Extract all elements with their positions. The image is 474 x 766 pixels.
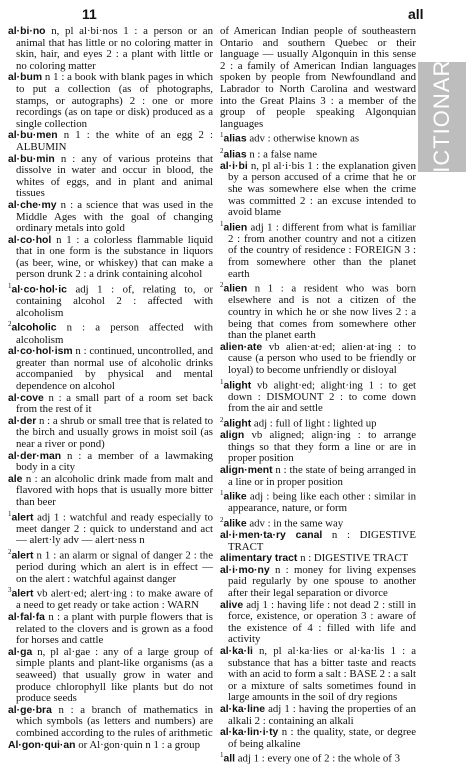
definition-text: adj : full of light : lighted up: [251, 417, 377, 430]
dictionary-entry: [8, 451, 213, 474]
definition-text: adj 1 : every one of 2 : the whole of 3: [235, 752, 400, 765]
headword: all: [223, 753, 236, 765]
dictionary-entry: [220, 750, 416, 765]
homograph-number: 1: [220, 489, 224, 498]
dictionary-entry: [220, 161, 416, 219]
homograph-number: 1: [220, 131, 224, 140]
dictionary-entry: [8, 585, 213, 612]
page-number: 11: [82, 6, 97, 22]
dictionary-entry: [220, 465, 416, 488]
homograph-number: 1: [220, 219, 224, 228]
dictionary-entry: [8, 740, 213, 752]
definition-text: n : an alcoholic drink made from malt and flavored with hops that is usually more bitter than beer: [16, 472, 213, 508]
headword: alight: [223, 380, 252, 392]
definition-text: vb alert·ed; alert·ing : to make aware of a need to get ready or take action : WARN: [16, 587, 213, 612]
dictionary-entry: [8, 200, 213, 235]
definition-text: n : DIGESTIVE TRACT: [228, 529, 417, 553]
dictionary-entry: [8, 130, 213, 153]
homograph-number: 1: [220, 377, 224, 386]
dictionary-entry: [8, 547, 213, 585]
headword: al·i·mo·ny: [220, 564, 270, 576]
right-column: [220, 26, 416, 766]
headword: alien: [223, 222, 248, 234]
definition-text: n 1 : an alarm or signal of danger 2 : the period during which an alert is in effect — on the alert : watchful against danger: [16, 549, 213, 585]
definition-text: n, pl al·ka·lies or al·ka·lis 1 : a substance that has a bitter taste and reacts with an acid to form a salt : BASE 2 : a salt or a mixture of salts sometimes found in large amounts in the soil of dry regions: [228, 645, 416, 704]
headword: align·ment: [220, 464, 273, 476]
definition-text: adj 1 : having the properties of an alkali 2 : containing an alkali: [228, 703, 416, 727]
headword: alimentary tract: [220, 553, 298, 565]
dictionary-entry: [8, 416, 213, 451]
definition-text: vb alight·ed; alight·ing 1 : to get down : DISMOUNT 2 : to come down from the air and settle: [228, 379, 416, 415]
definition-text: adj : being like each other : similar in appearance, nature, or form: [228, 490, 416, 515]
headword: al·ga: [8, 646, 33, 658]
definition-text: adj 1 : having life : not dead 2 : still in force, existence, or operation 3 : aware of the existence of 4 : filled with life and activity: [228, 598, 416, 646]
definition-text: adj 1 : watchful and ready especially to meet danger 2 : quick to understand and act — alert·ly adv — alert·ness n: [16, 511, 213, 547]
definition-text: n : a person affected with alcoholism: [16, 322, 213, 346]
dictionary-entry: [220, 646, 416, 704]
dictionary-entry: [8, 26, 213, 72]
headword: al·i·men·ta·ry canal: [220, 530, 323, 542]
dictionary-entry: [8, 612, 213, 647]
dictionary-entry: [220, 430, 416, 465]
headword: alight: [223, 418, 252, 430]
dictionary-entry: [8, 705, 213, 740]
definition-text: vb aligned; align·ing : to arrange things so that they form a line or are in proper position: [228, 429, 416, 465]
dictionary-entry: [220, 727, 416, 750]
dictionary-entry: [8, 474, 213, 509]
definition-text: n 1 : a book with blank pages in which to put a collection (as of photographs, stamps, or autographs) 2 : one or more recordings (as on tape or disk) produced as a single collection: [16, 71, 213, 130]
dictionary-entry: [220, 342, 416, 377]
headword: al·bum: [8, 72, 43, 84]
headword: alike: [223, 518, 247, 530]
headword: al·co·hol·ic: [11, 284, 67, 296]
dictionary-entry: [8, 319, 213, 346]
definition-text: n, pl al·gae : any of a large group of simple plants and plant-like organisms (as a seaweed) that usually grow in water and produce chlorophyll like plants but do not produce seeds: [16, 645, 213, 705]
homograph-number: 2: [220, 146, 224, 155]
dictionary-entry: [220, 488, 416, 515]
headword: al·che·my: [8, 199, 57, 211]
dictionary-entry: [8, 154, 213, 200]
dictionary-entry: [220, 219, 416, 281]
headword: al·ka·line: [220, 704, 266, 715]
headword: alcoholic: [11, 323, 57, 335]
dictionary-entry: [220, 130, 416, 145]
headword: align: [220, 430, 245, 442]
definition-text: n : a false name: [246, 148, 318, 161]
definition-text: n : the quality, state, or degree of being alkaline: [228, 726, 416, 750]
dictionary-entry: [220, 377, 416, 415]
dictionary-entry: [8, 72, 213, 130]
homograph-number: 1: [8, 509, 12, 518]
guide-word: all: [408, 6, 424, 22]
homograph-number: 1: [220, 751, 224, 760]
headword: alive: [220, 599, 244, 611]
headword: alert: [11, 550, 34, 562]
dictionary-entry: [220, 704, 416, 727]
dictionary-entry: [8, 393, 213, 416]
definition-text: n : continued, uncontrolled, and greater than normal use of alcoholic drinks accompanied by physical and mental dependence on alcohol: [16, 345, 213, 392]
headword: al·ge·bra: [8, 704, 52, 716]
definition-text: n 1 : a resident who was born elsewhere and is not a citizen of the country in which he or she now lives 2 : a being that comes from somewhere other than the planet earth: [228, 282, 416, 342]
dictionary-entry: [8, 509, 213, 547]
headword: alike: [223, 491, 247, 503]
headword: al·co·hol·ism: [8, 346, 73, 358]
definition-text: n : a shrub or small tree that is related to the birch and usually grows in moist soil (as near a river or pond): [16, 414, 213, 450]
dictionary-entry: [220, 515, 416, 530]
left-column: [8, 26, 213, 751]
headword: alien: [223, 283, 248, 295]
headword: alert: [11, 512, 34, 524]
definition-text: n, pl al·bi·nos 1 : a person or an animal that has little or no coloring matter in skin, hair, and eyes 2 : a plant with little or no coloring matter: [16, 25, 213, 72]
headword: al·cove: [8, 392, 44, 404]
definition-text: n : money for living expenses paid regularly by one spouse to another after their legal separation or divorce: [228, 563, 416, 600]
dictionary-entry: [8, 647, 213, 705]
headword: al·der·man: [8, 450, 62, 462]
headword: ale: [8, 473, 23, 485]
definition-text: adv : otherwise known as: [246, 132, 360, 145]
dictionary-side-tab: [418, 44, 466, 190]
headword: alias: [223, 149, 247, 161]
headword: alias: [223, 133, 247, 145]
dictionary-entry: [220, 565, 416, 600]
definition-text: adj 1 : different from what is familiar 2 : from another country and not a citizen of the country of residence : FOREIGN 3 : from somewhere other than the planet earth: [228, 221, 416, 280]
homograph-number: 3: [8, 586, 12, 595]
dictionary-entry: [220, 600, 416, 646]
definition-text: adj 1 : of, relating to, or containing alcohol 2 : affected with alcoholism: [16, 283, 213, 319]
definition-text: adv : in the same way: [246, 517, 344, 530]
dictionary-entry: [8, 281, 213, 319]
definition-text: n : a plant with purple flowers that is related to the clovers and is grown as a food for horses and cattle: [16, 611, 213, 647]
definition-text: vb alien·at·ed; alien·at·ing : to cause (a person who used to be friendly or loyal) to become unfriendly or disloyal: [228, 340, 416, 376]
definition-text: n, pl al·i·bis 1 : the explanation given by a person accused of a crime that he or she was somewhere else when the crime was committed 2 : an excuse intended to avoid blame: [228, 159, 416, 219]
homograph-number: 2: [8, 547, 12, 556]
headword: Al·gon·qui·an: [8, 739, 76, 751]
headword: alert: [11, 588, 34, 600]
definition-text: n : a science that was used in the Middle Ages with the goal of changing ordinary metals into gold: [16, 198, 213, 235]
homograph-number: 2: [220, 281, 224, 290]
headword: al·bu·min: [8, 153, 55, 165]
definition-text: of American Indian people of southeastern Ontario and southern Quebec or their language — usually Algonquin in this sense 2 : a family of American Indian languages spoken by people from Newfoundland and Labrador to North Carolina and westward into the Great Plains 3 : a member of the group of people speaking Algonquian languages: [220, 25, 416, 130]
dictionary-entry: [8, 235, 213, 281]
definition-text: n : the state of being arranged in a line or in proper position: [228, 463, 416, 488]
definition-text: n : a member of a lawmaking body in a city: [16, 449, 213, 474]
definition-text: or Al·gon·quin n 1 : a group: [75, 738, 200, 751]
headword: al·i·bi: [220, 160, 248, 172]
headword: al·ka·lin·i·ty: [220, 727, 279, 739]
homograph-number: 2: [220, 515, 224, 524]
definition-text: n : DIGESTIVE TRACT: [297, 552, 409, 565]
definition-text: n : a small part of a room set back from the rest of it: [16, 391, 213, 416]
headword: al·co·hol: [8, 234, 52, 246]
definition-text: n 1 : the white of an egg 2 : ALBUMIN: [16, 129, 213, 153]
homograph-number: 2: [8, 320, 12, 329]
dictionary-entry: [220, 530, 416, 553]
headword: al·der: [8, 415, 37, 427]
dictionary-entry: [220, 26, 416, 130]
dictionary-entry: [220, 415, 416, 430]
headword: alien·ate: [220, 341, 263, 353]
homograph-number: 2: [220, 415, 224, 424]
dictionary-entry: [8, 346, 213, 392]
headword: al·bu·men: [8, 130, 58, 142]
headword: al·bi·no: [8, 26, 46, 37]
dictionary-entry: [220, 280, 416, 342]
definition-text: n : a branch of mathematics in which symbols (as letters and numbers) are combined according to the rules of arithmetic: [16, 703, 213, 739]
headword: al·ka·li: [220, 646, 253, 658]
headword: al·fal·fa: [8, 612, 45, 624]
dictionary-entry: [220, 146, 416, 161]
homograph-number: 1: [8, 282, 12, 291]
side-tab-label: DICTIONARY: [429, 44, 454, 190]
definition-text: n 1 : a colorless flammable liquid that in one form is the substance in liquors (as beer, wine, or whiskey) that can make a person drunk 2 : a drink containing alcohol: [16, 233, 213, 281]
definition-text: n : any of various proteins that dissolve in water and occur in blood, the whites of eggs, and in plant and animal tissues: [16, 152, 213, 200]
